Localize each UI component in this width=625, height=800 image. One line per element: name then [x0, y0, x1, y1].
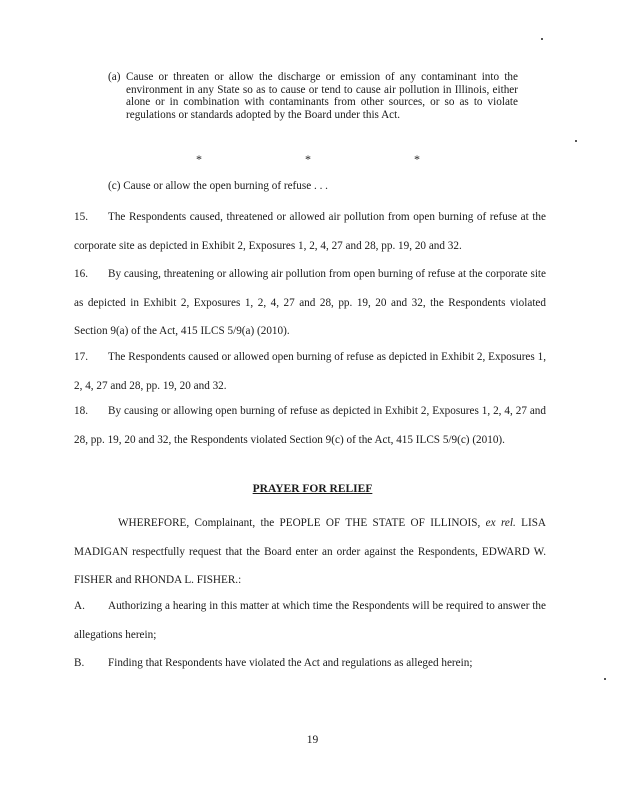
paragraph-16	[74, 260, 546, 346]
wherefore-rest: LISA MADIGAN respectfully request that the Board enter an order against the Respondents, EDWARD W. FISHER and RHONDA L. FISHER.:	[74, 517, 546, 587]
scan-speck	[604, 678, 606, 680]
relief-text: Authorizing a hearing in this matter at which time the Respondents will be required to answer the allegations herein;	[74, 600, 546, 641]
ellipsis-star: *	[305, 152, 311, 166]
ellipsis-star: *	[196, 152, 202, 166]
paragraph-number: 16.	[74, 268, 88, 280]
paragraph-number: 17.	[74, 351, 88, 363]
relief-text: Finding that Respondents have violated the Act and regulations as alleged herein;	[108, 657, 473, 669]
paragraph-18	[74, 397, 546, 454]
paragraph-number: 15.	[74, 211, 88, 223]
statute-quote-a	[108, 71, 518, 121]
page-number: 19	[306, 734, 319, 746]
relief-letter: A.	[74, 600, 85, 612]
ex-rel-italic: ex rel.	[485, 517, 516, 529]
wherefore-lead: WHEREFORE, Complainant, the PEOPLE OF THE STATE OF ILLINOIS,	[118, 517, 486, 529]
paragraph-text: By causing, threatening or allowing air pollution from open burning of refuse at the corporate site as depicted in Exhibit 2, Exposures 1, 2, 4, 27 and 28, pp. 19, 20 and 32, the Respondents violated Section 9(a) of the Act, 415 ILCS 5/9(a) (2010).	[74, 268, 546, 338]
ellipsis-stars	[0, 152, 625, 166]
prayer-for-relief-heading: PRAYER FOR RELIEF	[252, 483, 373, 495]
paragraph-17	[74, 343, 546, 400]
quote-a-text: Cause or threaten or allow the discharge or emission of any contaminant into the environment in any State so as to cause or tend to cause air pollution in Illinois, either alone or in combination with contaminants from other sources, or so as to violate regulations or standards adopted by the Board under this Act.	[126, 71, 518, 121]
paragraph-text: The Respondents caused, threatened or allowed air pollution from open burning of refuse at the corporate site as depicted in Exhibit 2, Exposures 1, 2, 4, 27 and 28, pp. 19, 20 and 32.	[74, 211, 546, 252]
paragraph-15	[74, 203, 546, 260]
quote-a-label: (a)	[108, 71, 121, 83]
scan-speck	[575, 140, 577, 142]
relief-letter: B.	[74, 657, 85, 669]
ellipsis-star: *	[414, 152, 420, 166]
relief-item-b	[74, 649, 546, 678]
paragraph-text: By causing or allowing open burning of refuse as depicted in Exhibit 2, Exposures 1, 2, 4, 27 and 28, pp. 19, 20 and 32, the Respondents violated Section 9(c) of the Act, 415 ILCS 5/9(c) (2010).	[74, 405, 546, 446]
wherefore-paragraph	[74, 509, 546, 595]
statute-quote-c: (c) Cause or allow the open burning of refuse . . .	[108, 180, 328, 192]
relief-item-a	[74, 592, 546, 649]
paragraph-text: The Respondents caused or allowed open burning of refuse as depicted in Exhibit 2, Exposures 1, 2, 4, 27 and 28, pp. 19, 20 and 32.	[74, 351, 546, 392]
paragraph-number: 18.	[74, 405, 88, 417]
scan-speck	[541, 38, 543, 40]
